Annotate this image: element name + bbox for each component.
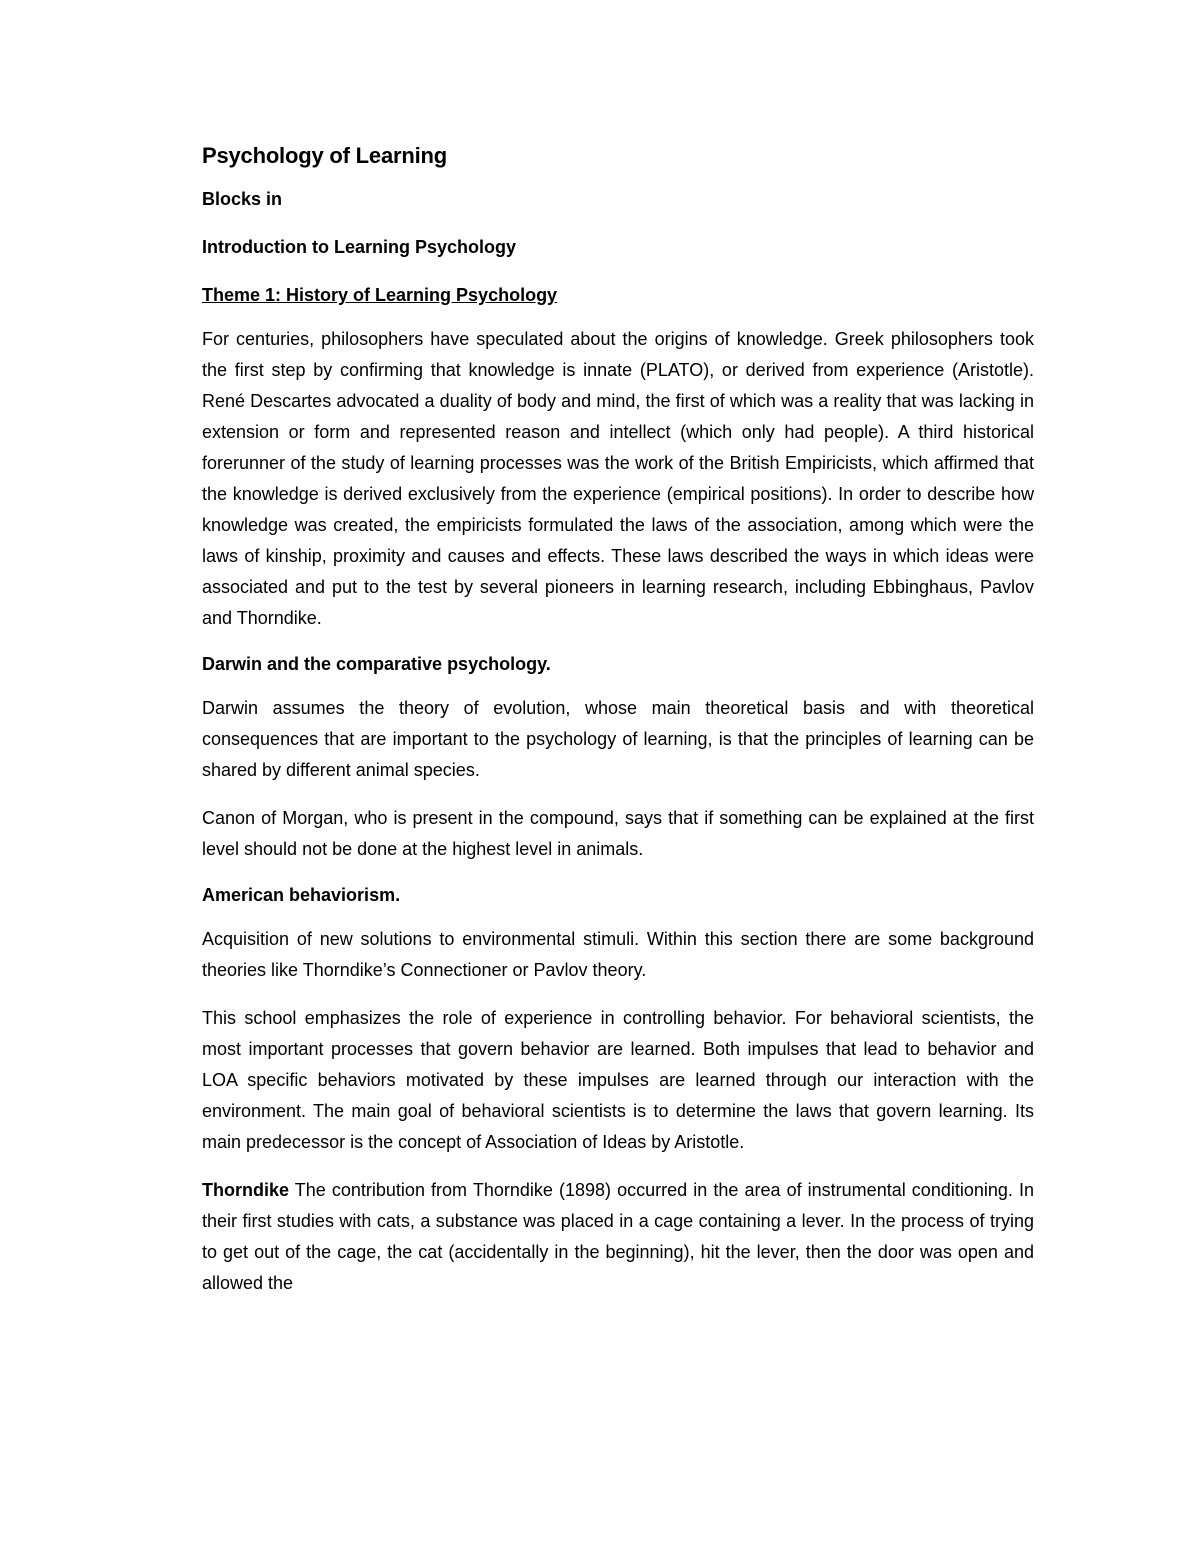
blocks-label: Blocks in bbox=[202, 189, 283, 209]
paragraph-thorndike: The contribution from Thorndike (1898) occurred in the area of instrumental conditioning. In their first studies with cats, a substance was placed in a cage containing a lever. In the process of trying to get out of the cage, the cat (accidentally in the beginning), hit the lever, then the door was open and allowed the bbox=[202, 1180, 1034, 1293]
paragraph-acquisition: Acquisition of new solutions to environmental stimuli. Within this section there are some background theories like Thorndike’s Connectioner or Pavlov theory. bbox=[202, 929, 1034, 980]
paragraph-history: For centuries, philosophers have speculated about the origins of knowledge. Greek philosophers took the first step by confirming that knowledge is innate (PLATO), or derived from experience (Aristotle). René Descartes advocated a duality of body and mind, the first of which was a reality that was lacking in extension or form and represented reason and intellect (which only had people). A third historical forerunner of the study of learning processes was the work of the British Empiricists, which affirmed that the knowledge is derived exclusively from the experience (empirical positions). In order to describe how knowledge was created, the empiricists formulated the laws of the association, among which were the laws of kinship, proximity and causes and effects. These laws described the ways in which ideas were associated and put to the test by several pioneers in learning research, including Ebbinghaus, Pavlov and Thorndike. bbox=[202, 329, 1034, 628]
thorndike-label: Thorndike bbox=[202, 1180, 290, 1200]
theme-heading: Theme 1: History of Learning Psychology bbox=[202, 285, 558, 305]
paragraph-thorndike-block bbox=[202, 1175, 1034, 1299]
paragraph-darwin: Darwin assumes the theory of evolution, whose main theoretical basis and with theoretical consequences that are important to the psychology of learning, is that the principles of learning can be shared by different animal species. bbox=[202, 698, 1034, 780]
paragraph-school: This school emphasizes the role of experience in controlling behavior. For behavioral scientists, the most important processes that govern behavior are learned. Both impulses that lead to behavior and LOA specific behaviors motivated by these impulses are learned through our interaction with the environment. The main goal of behavioral scientists is to determine the laws that govern learning. Its main predecessor is the concept of Association of Ideas by Aristotle. bbox=[202, 1008, 1034, 1152]
darwin-heading: Darwin and the comparative psychology. bbox=[202, 654, 551, 674]
paragraph-canon: Canon of Morgan, who is present in the compound, says that if something can be explained at the first level should not be done at the highest level in animals. bbox=[202, 808, 1034, 859]
intro-heading: Introduction to Learning Psychology bbox=[202, 237, 517, 257]
document-title: Psychology of Learning bbox=[202, 143, 447, 168]
behaviorism-heading: American behaviorism. bbox=[202, 885, 401, 905]
document-page bbox=[202, 140, 1034, 1299]
